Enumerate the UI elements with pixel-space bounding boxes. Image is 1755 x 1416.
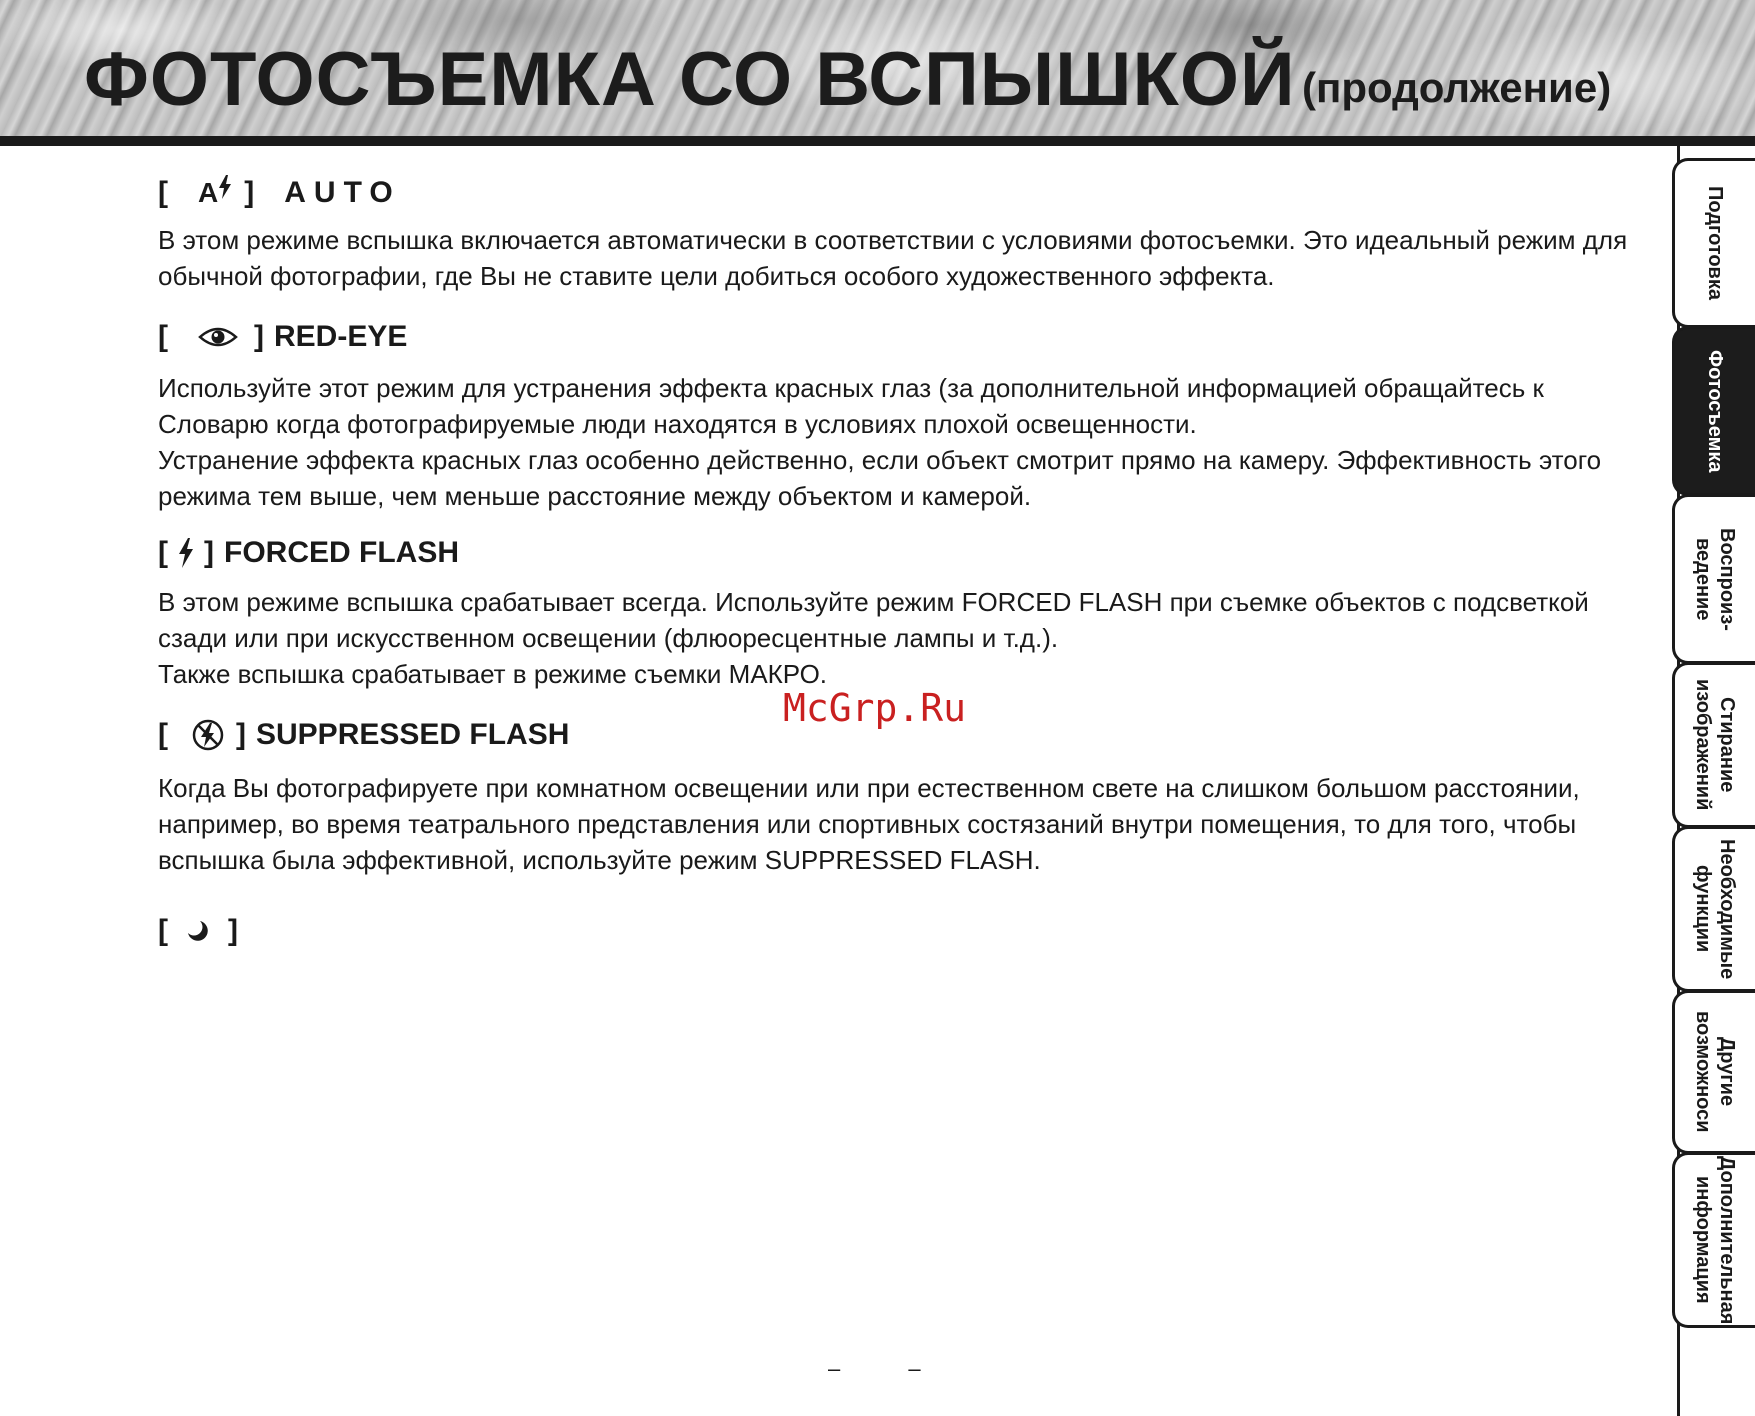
section-paragraph: Устранение эффекта красных глаз особенно действенно, если объект смотрит прямо на камеру. Эффективность этого режима тем выше, чем меньше расстояние между объектом и камерой. — [158, 445, 1602, 511]
bracket-open: [ — [158, 914, 168, 947]
section-heading-night — [158, 914, 238, 948]
bracket-open: [ — [158, 536, 168, 569]
section-label: AUTO — [284, 176, 401, 209]
section-paragraph: Также вспышка срабатывает в режиме съемки МАКРО. — [158, 659, 828, 689]
section-paragraph: Когда Вы фотографируете при комнатном освещении или при естественном свете на слишком большом расстоянии, например, во время театрального представления или спортивных состязаний внутри помещения, то для того, чтобы вспышка была эффективной, используйте режим SUPPRESSED FLASH. — [158, 773, 1580, 875]
page-mark: – — [828, 1356, 841, 1381]
page-subtitle: (продолжение) — [1302, 64, 1612, 111]
section-heading-auto — [158, 176, 401, 210]
section-paragraph: В этом режиме вспышка срабатывает всегда. Используйте режим FORCED FLASH при съемке объектов с подсветкой сзади или при искусственном освещении (флюоресцентные лампы и т.д.). — [158, 587, 1589, 653]
section-heading-forced-flash — [158, 536, 459, 570]
section-label: SUPPRESSED FLASH — [256, 718, 570, 751]
side-tab-functions[interactable] — [1672, 826, 1755, 992]
side-tab-preparation[interactable] — [1672, 158, 1755, 328]
side-tab-shooting[interactable] — [1672, 326, 1755, 496]
forced-flash-icon — [178, 538, 194, 568]
night-mode-icon — [186, 919, 210, 943]
section-paragraph: Используйте этот режим для устранения эффекта красных глаз (за дополнительной информацией обращайтесь к Словарю когда фотографируемые люди находятся в условиях плохой освещенности. — [158, 373, 1544, 439]
section-heading-suppressed-flash — [158, 718, 569, 752]
side-tab-additional-info[interactable] — [1672, 1152, 1755, 1328]
section-label: FORCED FLASH — [224, 536, 459, 569]
side-tab-label: Стирание изображений — [1692, 679, 1738, 811]
page-mark: – — [908, 1356, 921, 1381]
auto-flash-icon: A — [198, 177, 232, 209]
suppressed-flash-icon — [192, 719, 224, 751]
bracket-open: [ — [158, 320, 168, 353]
side-tab-label: Фотосъемка — [1704, 349, 1726, 473]
bracket-open: [ — [158, 718, 168, 751]
side-tab-label: Необходимые функции — [1692, 838, 1738, 980]
section-label: RED-EYE — [274, 320, 408, 353]
watermark: McGrp.Ru — [783, 686, 967, 730]
bracket-close: ] — [244, 176, 263, 209]
bracket-close: ] — [204, 536, 214, 569]
side-tab-label: Подготовка — [1704, 186, 1726, 300]
bracket-close: ] — [254, 320, 264, 353]
red-eye-icon — [198, 325, 238, 349]
bracket-close: ] — [228, 914, 238, 947]
side-tab-other[interactable] — [1672, 990, 1755, 1154]
page-number-marks — [828, 1356, 983, 1382]
section-heading-red-eye — [158, 320, 407, 354]
side-tab-label: Воспроиз- ведение — [1692, 527, 1738, 631]
bracket-open: [ — [158, 176, 176, 209]
page-title: ФОТОСЪЕМКА СО ВСПЫШКОЙ — [84, 37, 1296, 122]
section-paragraph: В этом режиме вспышка включается автоматически в соответствии с условиями фотосъемки. Это идеальный режим для обычной фотографии, где Вы не ставите цели добиться особого художественного эффекта. — [158, 225, 1628, 291]
side-tab-label: Дополнительная информация — [1692, 1155, 1738, 1325]
side-tab-label: Другие возможноси — [1692, 1011, 1738, 1133]
side-tab-playback[interactable] — [1672, 494, 1755, 664]
side-tab-erasing[interactable] — [1672, 662, 1755, 828]
bracket-close: ] — [236, 718, 246, 751]
